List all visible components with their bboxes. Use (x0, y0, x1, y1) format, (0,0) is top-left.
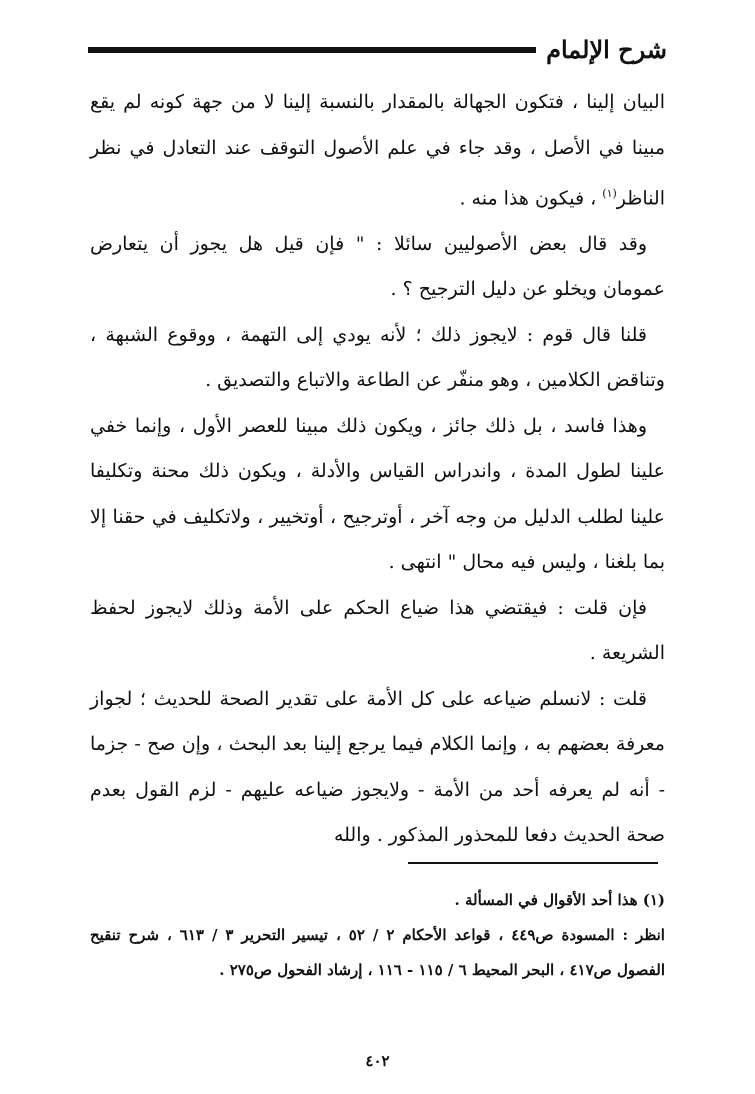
main-text (90, 80, 665, 859)
paragraph-3: قلنا قال قوم : لايجوز ذلك ؛ لأنه يودي إلى التهمة ، ووقوع الشبهة ، وتناقض الكلامين ، وهو منفّر عن الطاعة والاتباع والتصديق . (90, 323, 665, 392)
running-header (88, 30, 667, 70)
paragraph-1-end: ، فيكون هذا منه . (459, 187, 597, 210)
footnote-divider (408, 862, 658, 864)
footnote-marker: (١) (602, 187, 617, 200)
paragraph-1 (90, 80, 665, 222)
paragraph-4: وهذا فاسد ، بل ذلك جائز ، ويكون ذلك مبينا للعصر الأول ، وإنما خفي علينا لطول المدة ، واندراس القياس والأدلة ، ويكون ذلك محنة وتكليفا علينا لطلب الدليل من وجه آخر ، أوترجيح ، أوتخيير ، ولاتكليف في حقنا إلا بما بلغنا ، وليس فيه محال " انتهى . (90, 414, 665, 574)
page-number: ٤٠٢ (365, 1052, 390, 1070)
footnote-1: (١) هذا أحد الأقوال في المسألة . (454, 891, 665, 909)
paragraph-6: قلت : لانسلم ضياعه على كل الأمة على تقدير الصحة للحديث ؛ لجواز معرفة بعضهم به ، وإنما الكلام فيما يرجع إلينا بعد البحث ، وإن صح - جزما - أنه لم يعرفه أحد من الأمة - ولايجوز ضياعه عليهم - لزم القول بعدم صحة الحديث دفعا للمحذور المذكور . والله (90, 687, 665, 847)
header-rule (88, 47, 536, 53)
paragraph-2: وقد قال بعض الأصوليين سائلا : " فإن قيل هل يجوز أن يتعارض عمومان ويخلو عن دليل الترجيح ؟ . (90, 232, 665, 301)
footnotes (90, 883, 665, 988)
header-title: شرح الإلمام (546, 35, 667, 64)
paragraph-5: فإن قلت : فيقتضي هذا ضياع الحكم على الأمة وذلك لايجوز لحفظ الشريعة . (90, 596, 665, 665)
paragraph-1-text: البيان إلينا ، فتكون الجهالة بالمقدار بالنسبة إلينا لا من جهة كونه لم يقع مبينا في الأصل ، وقد جاء في علم الأصول التوقف عند التعادل في نظر الناظر (90, 91, 665, 210)
footnote-references: انظر : المسودة ص٤٤٩ ، قواعد الأحكام ٢ / ٥٢ ، تيسير التحرير ٣ / ٦١٣ ، شرح تنقيح الفصول ص٤١٧ ، البحر المحيط ٦ / ١١٥ - ١١٦ ، إرشاد الفحول ص٢٧٥ . (90, 926, 665, 979)
